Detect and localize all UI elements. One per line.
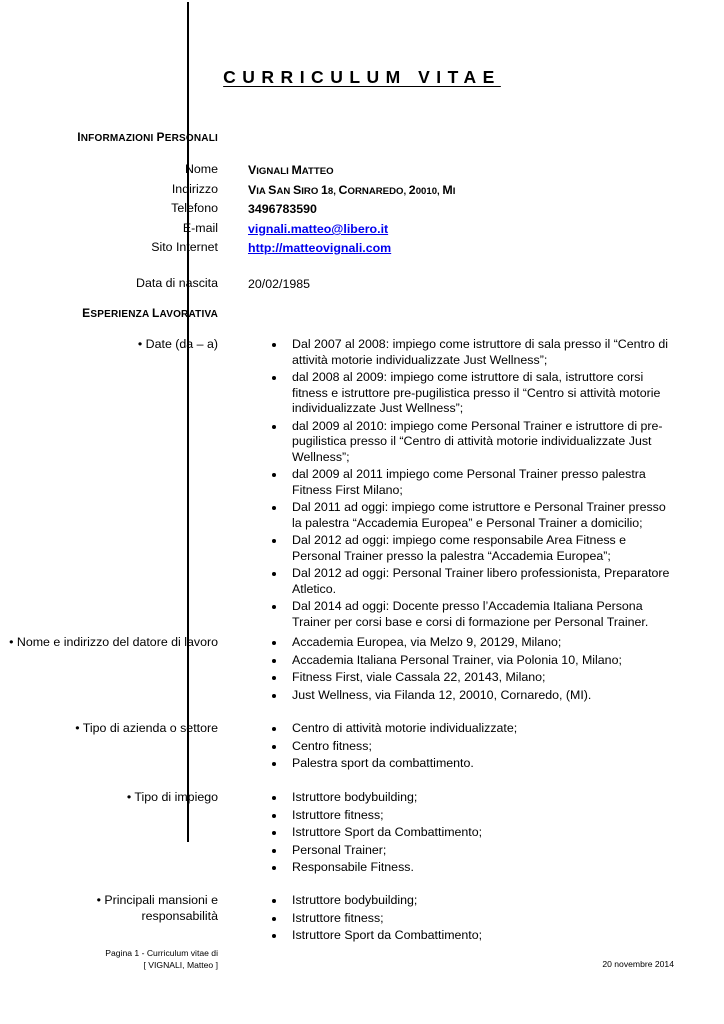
duties-list [248, 893, 678, 946]
list-item: Accademia Italiana Personal Trainer, via Polonia 10, Milano; [248, 653, 678, 669]
section-heading-experience: ESPERIENZA LAVORATIVA [82, 306, 218, 320]
list-item: Dal 2014 ad oggi: Docente presso l’Accademia Italiana Persona Trainer per corsi base e corsi di formazione per Personal Trainer. [248, 599, 678, 630]
list-item: Dal 2012 ad oggi: Personal Trainer libero professionista, Preparatore Atletico. [248, 566, 678, 597]
website-label: Sito Internet [151, 240, 218, 254]
list-item: Palestra sport da combattimento. [248, 756, 678, 772]
employers-list [248, 635, 678, 705]
footer-page-info [0, 947, 218, 971]
footer-line-1: Pagina 1 - Curriculum vitae di [105, 948, 218, 958]
job-type-label: • Tipo di impiego [126, 790, 218, 804]
duties-label-text: • Principali mansioni e responsabilità [96, 893, 218, 923]
sectors-list [248, 721, 678, 774]
list-item: Responsabile Fitness. [248, 860, 678, 876]
list-item: dal 2009 al 2010: impiego come Personal Trainer e istruttore di pre-pugilistica presso il “Centro di attività motorie individualizzate Just Wellness”; [248, 419, 678, 466]
list-item: dal 2009 al 2011 impiego come Personal Trainer presso palestra Fitness First Milano; [248, 467, 678, 498]
dates-label: • Date (da – a) [137, 337, 218, 351]
list-item: dal 2008 al 2009: impiego come istruttore di sala, istruttore corsi fitness e istruttore pre-pugilistica presso il “Centro si attività motorie individualizzate Just Wellness”; [248, 370, 678, 417]
list-item: Centro di attività motorie individualizzate; [248, 721, 678, 737]
duties-label [0, 893, 218, 924]
name-value: VIGNALI MATTEO [248, 163, 334, 177]
list-item: Istruttore fitness; [248, 911, 678, 927]
list-item: Istruttore bodybuilding; [248, 893, 678, 909]
email-link[interactable]: vignali.matteo@libero.it [248, 222, 389, 236]
sector-label: • Tipo di azienda o settore [75, 721, 218, 735]
list-item: Istruttore fitness; [248, 808, 678, 824]
list-item: Dal 2012 ad oggi: impiego come responsabile Area Fitness e Personal Trainer presso la palestra “Accademia Europea”; [248, 533, 678, 564]
website-value [248, 240, 391, 256]
list-item: Istruttore Sport da Combattimento; [248, 928, 678, 944]
footer-line-2: [ VIGNALI, Matteo ] [143, 960, 218, 970]
list-item: Istruttore bodybuilding; [248, 790, 678, 806]
list-item: Fitness First, viale Cassala 22, 20143, Milano; [248, 670, 678, 686]
list-item: Personal Trainer; [248, 843, 678, 859]
address-label: Indirizzo [171, 182, 218, 196]
birth-value: 20/02/1985 [248, 277, 311, 291]
list-item: Accademia Europea, via Melzo 9, 20129, Milano; [248, 635, 678, 651]
section-heading-personal: INFORMAZIONI PERSONALI [77, 130, 218, 144]
website-link[interactable]: http://matteovignali.com [248, 241, 392, 255]
employer-label: • Nome e indirizzo del datore di lavoro [9, 635, 218, 649]
footer-date: 20 novembre 2014 [602, 959, 674, 969]
vertical-divider-line [187, 2, 189, 842]
document-title: CURRICULUM VITAE [223, 67, 501, 87]
email-value [248, 221, 388, 237]
dates-list [248, 337, 678, 632]
list-item: Dal 2011 ad oggi: impiego come istruttore e Personal Trainer presso la palestra “Accademia Europea” e Personal Trainer a domicilio; [248, 500, 678, 531]
birth-label: Data di nascita [136, 276, 218, 290]
list-item: Centro fitness; [248, 739, 678, 755]
list-item: Dal 2007 al 2008: impiego come istruttore di sala presso il “Centro di attività motorie individualizzate Just Wellness”; [248, 337, 678, 368]
list-item: Just Wellness, via Filanda 12, 20010, Cornaredo, (MI). [248, 688, 678, 704]
phone-label: Telefono [171, 201, 218, 215]
address-value: VIA SAN SIRO 18, CORNAREDO, 20010, MI [248, 183, 456, 197]
list-item: Istruttore Sport da Combattimento; [248, 825, 678, 841]
email-label: E-mail [182, 221, 218, 235]
name-label: Nome [184, 162, 218, 176]
job-types-list [248, 790, 678, 878]
phone-value: 3496783590 [248, 202, 317, 216]
